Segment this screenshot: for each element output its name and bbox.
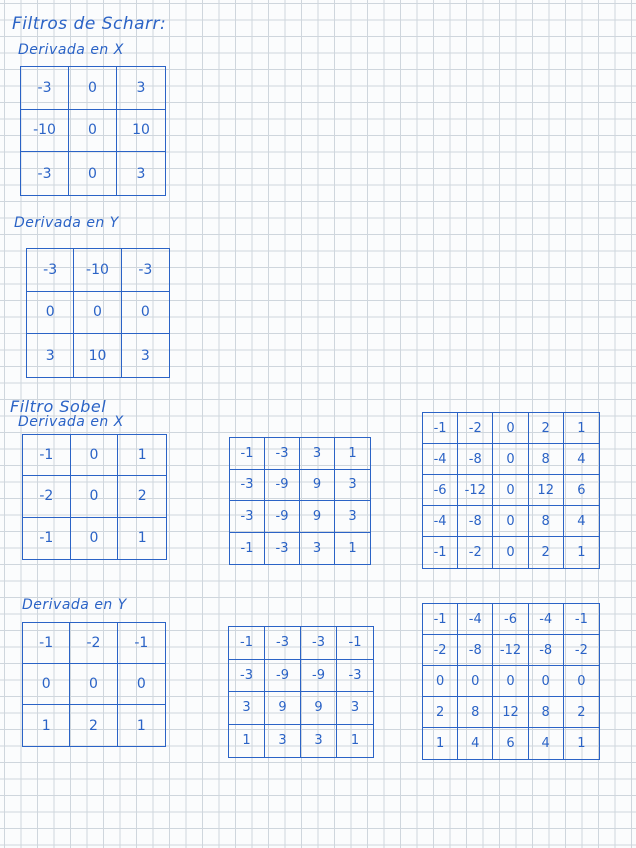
scharr-x-matrix — [20, 66, 166, 196]
matrix-cell: 0 — [69, 67, 117, 110]
matrix-cell: 8 — [529, 506, 564, 537]
matrix-cell: -2 — [70, 623, 117, 664]
matrix-cell: 0 — [71, 435, 119, 476]
matrix-cell: 1 — [350, 733, 360, 749]
matrix-cell: -9 — [301, 660, 337, 693]
matrix-cell: -6 — [423, 475, 458, 506]
matrix-cell: 1 — [23, 705, 70, 746]
matrix-cell: 3 — [300, 438, 335, 470]
matrix-cell: 6 — [493, 728, 528, 759]
matrix-cell: 0 — [70, 664, 117, 705]
matrix-cell: -4 — [423, 444, 458, 475]
matrix-cell: 2 — [423, 697, 458, 728]
matrix-cell: 8 — [529, 697, 564, 728]
matrix-cell: 0 — [493, 475, 528, 506]
page-title: Filtros de Scharr: — [12, 14, 167, 34]
matrix-cell: 3 — [136, 165, 146, 182]
matrix-cell: 3 — [300, 533, 335, 565]
matrix-cell: 0 — [493, 444, 528, 475]
matrix-cell: -12 — [458, 475, 493, 506]
matrix-cell: 3 — [335, 470, 370, 502]
matrix-cell: 10 — [74, 334, 121, 377]
matrix-cell: -1 — [423, 413, 458, 444]
matrix-cell: -9 — [265, 660, 301, 693]
matrix-cell: 1 — [577, 545, 586, 560]
matrix-cell: -2 — [458, 537, 493, 568]
matrix-cell: 1 — [423, 728, 458, 759]
matrix-cell: 12 — [529, 475, 564, 506]
matrix-cell: 0 — [458, 666, 493, 697]
matrix-cell: 8 — [529, 444, 564, 475]
matrix-cell: 9 — [300, 501, 335, 533]
matrix-cell: -3 — [265, 627, 301, 660]
matrix-cell: 1 — [137, 530, 147, 547]
matrix-cell: 9 — [300, 470, 335, 502]
matrix-cell: 2 — [529, 413, 564, 444]
matrix-cell: 0 — [69, 152, 117, 195]
matrix-cell: -1 — [337, 627, 373, 660]
matrix-cell: -3 — [21, 152, 69, 195]
matrix-cell: -2 — [23, 476, 71, 517]
matrix-cell: 0 — [23, 664, 70, 705]
matrix-cell: 3 — [140, 347, 150, 364]
matrix-cell: 0 — [529, 666, 564, 697]
matrix-cell: 1 — [577, 736, 586, 751]
matrix-cell: 1 — [118, 435, 166, 476]
sobel-y-5x5-matrix — [422, 603, 600, 760]
matrix-cell: 0 — [69, 110, 117, 153]
matrix-cell: -10 — [74, 249, 121, 292]
sobel-x-3x3-matrix — [22, 434, 167, 560]
matrix-cell: -1 — [229, 627, 265, 660]
matrix-cell: 0 — [27, 292, 74, 335]
matrix-cell: -10 — [21, 110, 69, 153]
matrix-cell: 0 — [423, 666, 458, 697]
matrix-cell: 1 — [335, 438, 370, 470]
matrix-cell: -1 — [230, 438, 265, 470]
matrix-cell: 3 — [27, 334, 74, 377]
matrix-cell: -6 — [493, 604, 528, 635]
matrix-cell: -1 — [564, 604, 599, 635]
matrix-cell: 3 — [265, 725, 301, 758]
matrix-cell: -4 — [423, 506, 458, 537]
matrix-cell: -2 — [458, 413, 493, 444]
matrix-cell: 3 — [335, 501, 370, 533]
matrix-cell: 0 — [118, 664, 165, 705]
matrix-cell: -3 — [265, 438, 300, 470]
matrix-cell: -8 — [458, 444, 493, 475]
matrix-cell: -3 — [229, 660, 265, 693]
matrix-cell: 0 — [74, 292, 121, 335]
matrix-cell: -3 — [21, 67, 69, 110]
matrix-cell: 10 — [117, 110, 165, 153]
matrix-cell: -1 — [118, 623, 165, 664]
matrix-cell: 9 — [265, 692, 301, 725]
matrix-cell: -8 — [458, 635, 493, 666]
matrix-cell: -8 — [458, 506, 493, 537]
matrix-cell: -3 — [230, 501, 265, 533]
matrix-cell: 8 — [458, 697, 493, 728]
matrix-cell: 2 — [529, 537, 564, 568]
sobel-x-4x4-matrix — [229, 437, 371, 565]
matrix-cell: 3 — [117, 67, 165, 110]
matrix-cell: -1 — [23, 518, 71, 559]
matrix-cell: 9 — [301, 692, 337, 725]
matrix-cell: 0 — [564, 666, 599, 697]
matrix-cell: 4 — [564, 444, 599, 475]
matrix-cell: -3 — [301, 627, 337, 660]
matrix-cell: 4 — [458, 728, 493, 759]
matrix-cell: -1 — [423, 537, 458, 568]
matrix-cell: 2 — [70, 705, 117, 746]
matrix-cell: 0 — [71, 476, 119, 517]
matrix-cell: -3 — [122, 249, 169, 292]
matrix-cell: -9 — [265, 501, 300, 533]
matrix-cell: -4 — [529, 604, 564, 635]
matrix-cell: 0 — [493, 413, 528, 444]
matrix-cell: 1 — [136, 717, 146, 734]
matrix-cell: -3 — [265, 533, 300, 565]
scharr-y-matrix — [26, 248, 170, 378]
matrix-cell: -1 — [23, 435, 71, 476]
sobel-x-label: Derivada en X — [18, 414, 124, 430]
sobel-y-label: Derivada en Y — [22, 597, 127, 613]
matrix-cell: 0 — [493, 537, 528, 568]
sobel-y-4x4-matrix — [228, 626, 374, 758]
matrix-cell: -3 — [230, 470, 265, 502]
matrix-cell: 6 — [564, 475, 599, 506]
matrix-cell: 4 — [564, 506, 599, 537]
sobel-x-5x5-matrix — [422, 412, 600, 569]
matrix-cell: -2 — [564, 635, 599, 666]
matrix-cell: 2 — [118, 476, 166, 517]
matrix-cell: -9 — [265, 470, 300, 502]
matrix-cell: 2 — [564, 697, 599, 728]
matrix-cell: 3 — [301, 725, 337, 758]
matrix-cell: 3 — [337, 692, 373, 725]
matrix-cell: 0 — [122, 292, 169, 335]
matrix-cell: 0 — [71, 518, 119, 559]
matrix-cell: 3 — [229, 692, 265, 725]
matrix-cell: -1 — [230, 533, 265, 565]
matrix-cell: -2 — [423, 635, 458, 666]
matrix-cell: 0 — [493, 666, 528, 697]
matrix-cell: -12 — [493, 635, 528, 666]
matrix-cell: -1 — [23, 623, 70, 664]
scharr-x-label: Derivada en X — [18, 42, 124, 58]
matrix-cell: 0 — [493, 506, 528, 537]
matrix-cell: 4 — [529, 728, 564, 759]
matrix-cell: -1 — [423, 604, 458, 635]
matrix-cell: -3 — [27, 249, 74, 292]
sobel-y-3x3-matrix — [22, 622, 166, 747]
matrix-cell: -8 — [529, 635, 564, 666]
matrix-cell: 1 — [229, 725, 265, 758]
sobel-title: Filtro Sobel — [10, 397, 107, 416]
matrix-cell: -3 — [337, 660, 373, 693]
scharr-y-label: Derivada en Y — [14, 215, 119, 231]
matrix-cell: 12 — [493, 697, 528, 728]
matrix-cell: -4 — [458, 604, 493, 635]
matrix-cell: 1 — [348, 540, 357, 556]
matrix-cell: 1 — [564, 413, 599, 444]
